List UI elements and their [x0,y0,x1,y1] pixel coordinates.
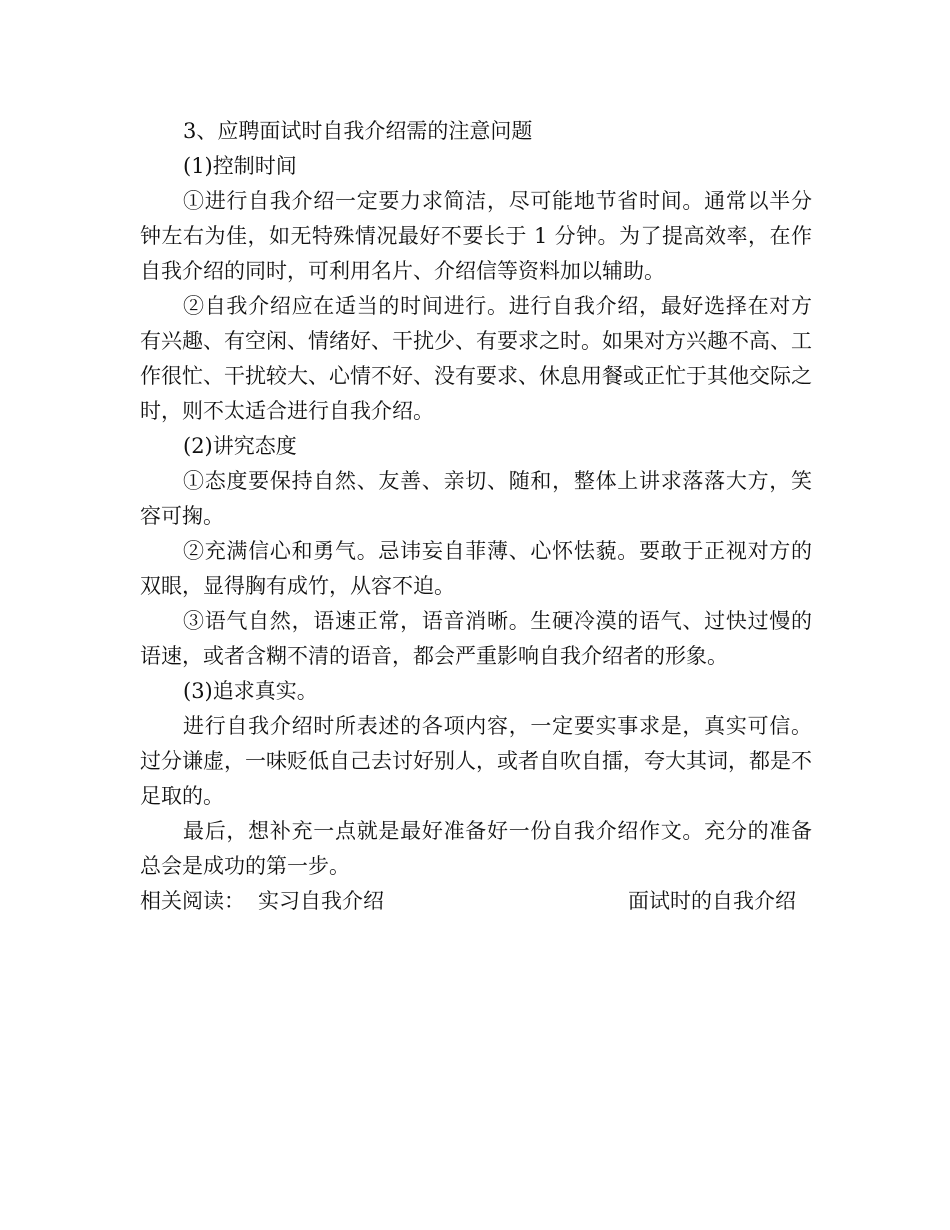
related-link-internship-intro[interactable]: 实习自我介绍 [258,889,384,913]
paragraph-closing: 最后，想补充一点就是最好准备好一份自我介绍作文。充分的准备总会是成功的第一步。 [140,819,812,878]
paragraph-attitude-2: ②充满信心和勇气。忌讳妄自菲薄、心怀怯藐。要敢于正视对方的双眼，显得胸有成竹，从容不迫。 [140,539,812,598]
subsection-title-attitude: (2)讲究态度 [183,434,297,458]
related-link-interview-intro[interactable]: 面试时的自我介绍 [628,889,796,913]
subsection-title-truth: (3)追求真实。 [183,679,318,703]
paragraph-attitude-1: ①态度要保持自然、友善、亲切、随和，整体上讲求落落大方，笑容可掬。 [140,469,812,528]
related-reading-label: 相关阅读： [140,889,245,913]
subsection-title-time: (1)控制时间 [183,154,297,178]
document-body [140,114,812,919]
related-reading [140,884,812,919]
paragraph-truth-1: 进行自我介绍时所表述的各项内容，一定要实事求是，真实可信。过分谦虚，一味贬低自己去讨好别人，或者自吹自擂，夸大其词，都是不足取的。 [140,714,812,808]
section-title: 3、应聘面试时自我介绍需的注意问题 [183,119,533,143]
paragraph-time-1: ①进行自我介绍一定要力求简洁，尽可能地节省时间。通常以半分钟左右为佳，如无特殊情况最好不要长于 1 分钟。为了提高效率，在作自我介绍的同时，可利用名片、介绍信等资料加以辅助。 [140,189,812,283]
paragraph-attitude-3: ③语气自然，语速正常，语音消晰。生硬冷漠的语气、过快过慢的语速，或者含糊不清的语音，都会严重影响自我介绍者的形象。 [140,609,812,668]
paragraph-time-2: ②自我介绍应在适当的时间进行。进行自我介绍，最好选择在对方有兴趣、有空闲、情绪好、干扰少、有要求之时。如果对方兴趣不高、工作很忙、干扰较大、心情不好、没有要求、休息用餐或正忙于其他交际之时，则不太适合进行自我介绍。 [140,294,812,423]
